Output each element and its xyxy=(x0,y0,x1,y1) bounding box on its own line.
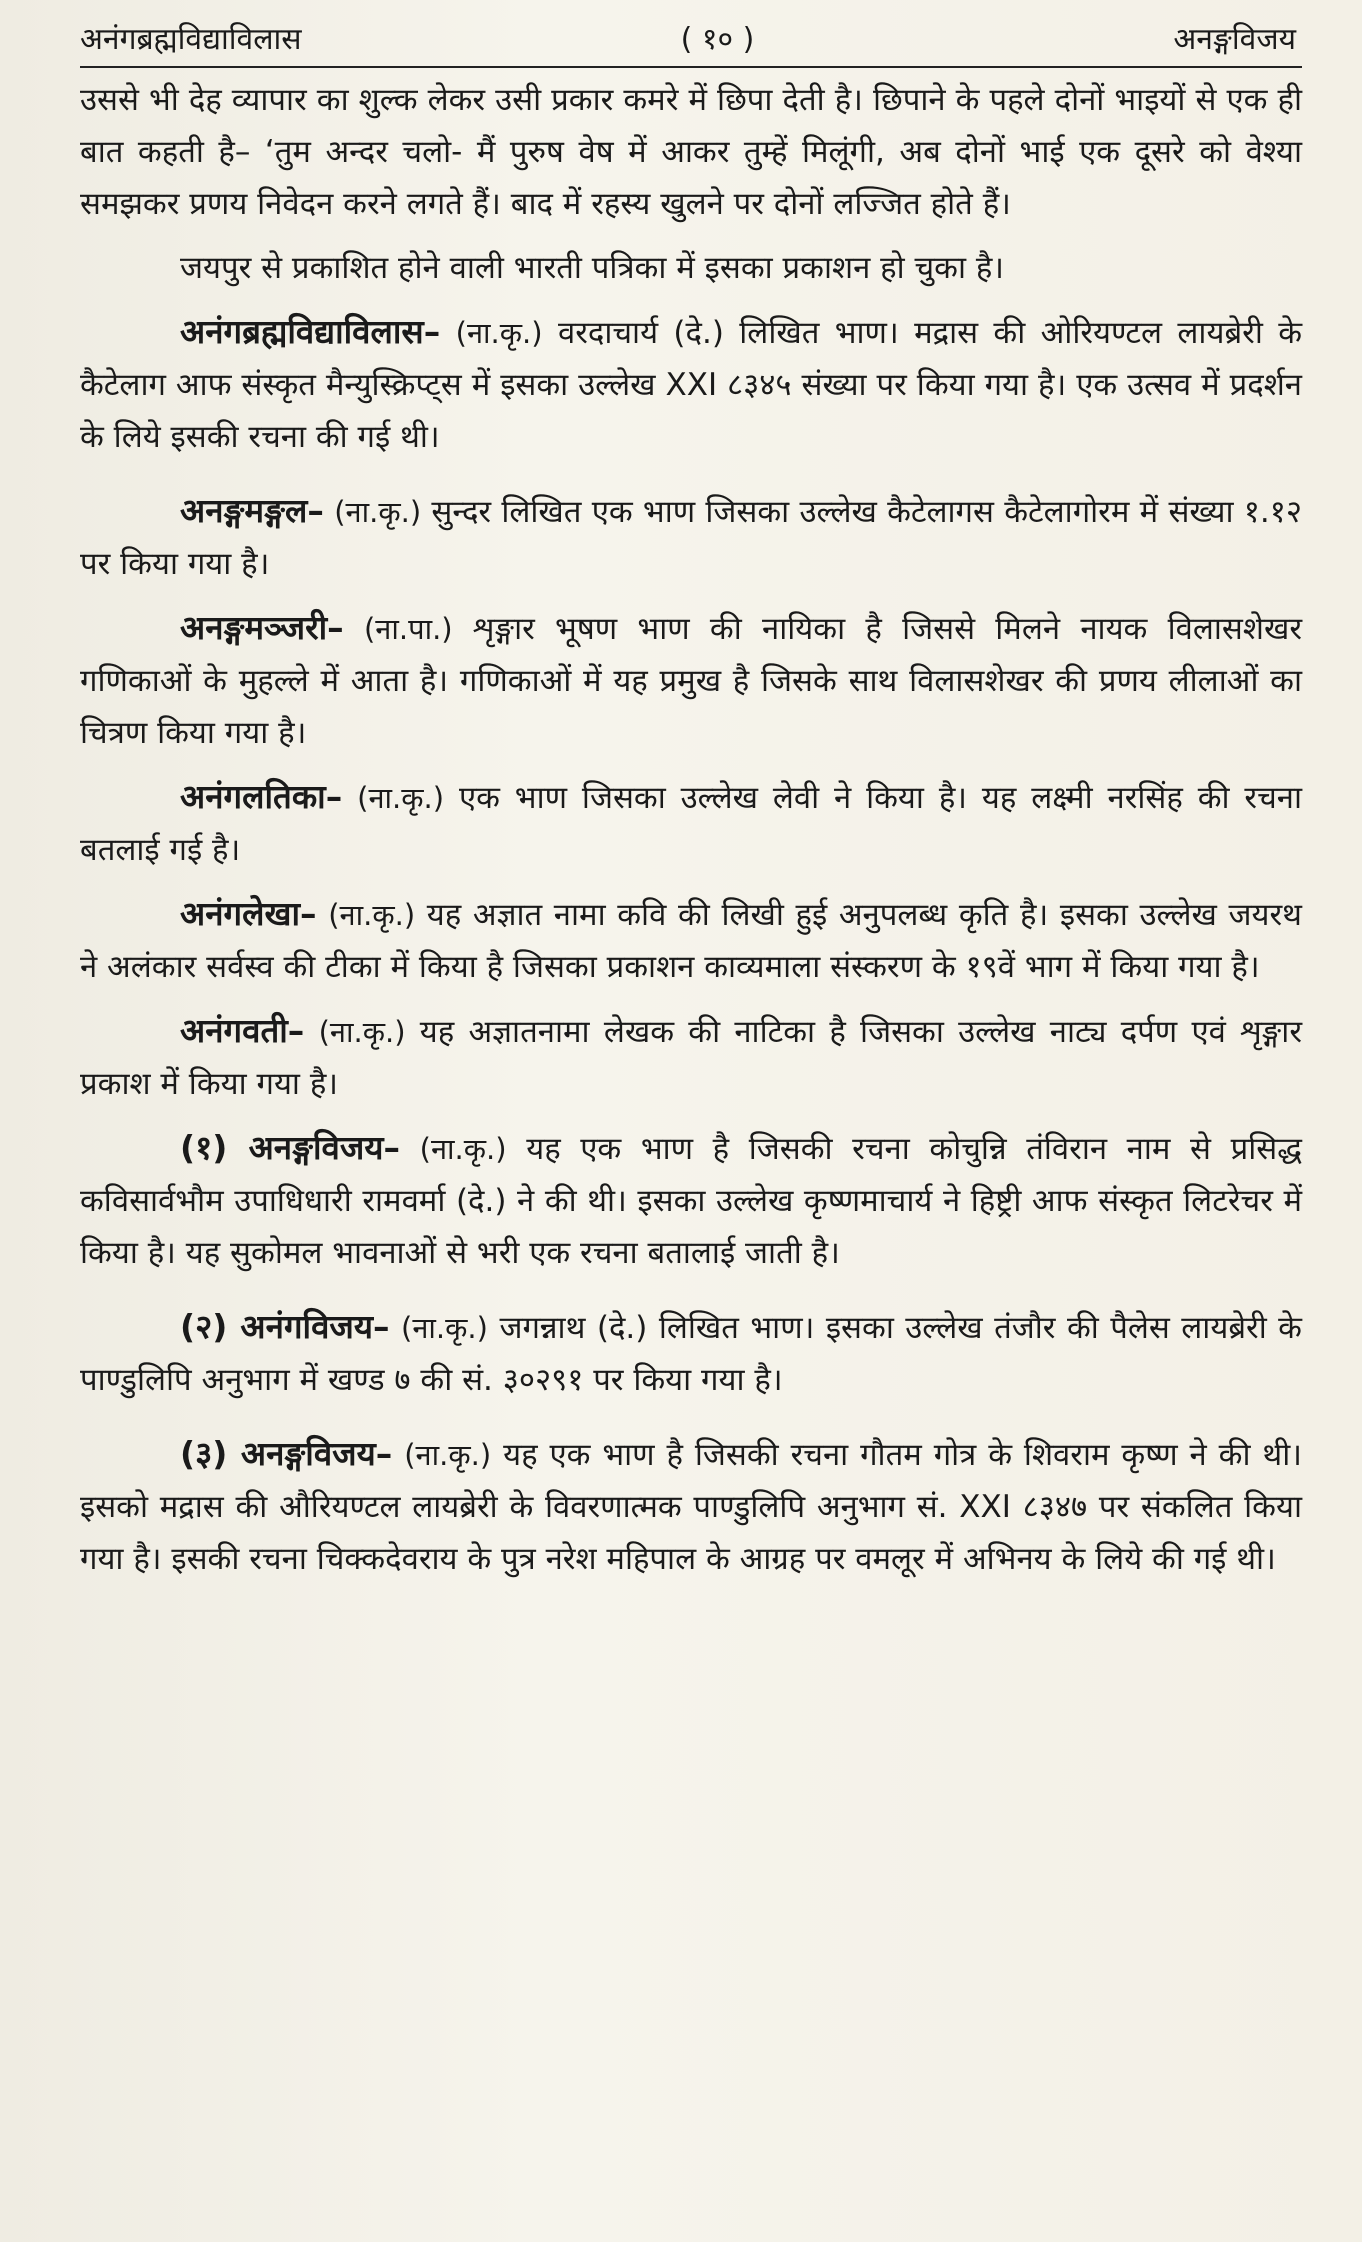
entry-text: वरदाचार्य (दे.) लिखित भाण। मद्रास की ओरियण्टल लायब्रेरी के कैटेलाग आफ संस्कृत मैन्युस्क्रिप्ट्स में इसका उल्लेख XXI ८३४५ संख्या पर किया गया है। एक उत्सव में प्रदर्शन के लिये इसकी रचना की गई थी। xyxy=(80,315,1303,455)
paragraph-text: उससे भी देह व्यापार का शुल्क लेकर उसी प्रकार कमरे में छिपा देती है। छिपाने के पहले दोनों भाइयों से एक ही बात कहती है– ‘तुम अन्दर चलो- मैं पुरुष वेष में आकर तुम्हें मिलूंगी, अब दोनों भाई एक दूसरे को वेश्या समझकर प्रणय निवेदन करने लगते हैं। बाद में रहस्य खुलने पर दोनों लज्जित होते हैं। xyxy=(80,82,1302,222)
entry-anangamangala xyxy=(80,485,1302,590)
entry-anangavijaya-1 xyxy=(80,1122,1302,1279)
entry-anangavijaya-2 xyxy=(80,1301,1302,1406)
entry-anangabrahmavidyavilasa xyxy=(80,306,1302,463)
entry-headword: अनंगवती– xyxy=(180,1011,305,1050)
entry-abbreviation: (ना.कृ.) xyxy=(419,1132,507,1166)
header-right-title: अनङ्गविजय xyxy=(1173,22,1296,57)
running-header xyxy=(80,18,1302,62)
entry-abbreviation: (ना.कृ.) xyxy=(328,898,416,932)
entry-headword: अनंगलतिका– xyxy=(180,777,343,816)
entry-abbreviation: (ना.कृ.) xyxy=(455,316,543,350)
entry-headword: (१) अनङ्गविजय– xyxy=(180,1128,401,1167)
entry-abbreviation: (ना.कृ.) xyxy=(357,781,445,815)
entry-text: यह अज्ञातनामा लेखक की नाटिका है जिसका उल्लेख नाट्य दर्पण एवं शृङ्गार प्रकाश में किया गया है। xyxy=(80,1014,1302,1102)
entry-headword: अनंगब्रह्मविद्याविलास– xyxy=(180,312,441,351)
entry-text: शृङ्गार भूषण भाण की नायिका है जिससे मिलने नायक विलासशेखर गणिकाओं के मुहल्ले में आता है। गणिकाओं में यह प्रमुख है जिसके साथ विलासशेखर की प्रणय लीलाओं का चित्रण किया गया है। xyxy=(80,611,1302,751)
entry-text: एक भाण जिसका उल्लेख लेवी ने किया है। यह लक्ष्मी नरसिंह की रचना बतलाई गई है। xyxy=(80,780,1303,868)
entry-anangamanjari xyxy=(80,602,1302,759)
entry-text: यह एक भाण है जिसकी रचना कोचुन्नि तंविरान नाम से प्रसिद्ध कविसार्वभौम उपाधिधारी रामवर्मा (दे.) ने की थी। इसका उल्लेख कृष्णमाचार्य ने हिष्ट्री आफ संस्कृत लिटरेचर में किया है। यह सुकोमल भावनाओं से भरी एक रचना बतालाई जाती है। xyxy=(80,1131,1303,1271)
entry-headword: (२) अनंगविजय– xyxy=(180,1307,390,1346)
entry-headword: अनङ्गमञ्जरी– xyxy=(180,608,344,647)
entry-headword: अनङ्गमङ्गल– xyxy=(180,491,324,530)
entry-anangavijaya-3 xyxy=(80,1428,1302,1585)
entry-anangalekha xyxy=(80,888,1302,993)
entry-abbreviation: (ना.कृ.) xyxy=(334,495,422,529)
entry-headword: (३) अनङ्गविजय– xyxy=(180,1434,393,1473)
entry-text: सुन्दर लिखित एक भाण जिसका उल्लेख कैटेलागस कैटेलागोरम में संख्या १.१२ पर किया गया है। xyxy=(80,494,1303,582)
entry-anangalatika xyxy=(80,771,1302,876)
entry-abbreviation: (ना.कृ.) xyxy=(318,1015,406,1049)
page-body xyxy=(80,74,1302,1585)
paragraph-continuation xyxy=(80,74,1302,230)
entry-text: यह अज्ञात नामा कवि की लिखी हुई अनुपलब्ध कृति है। इसका उल्लेख जयरथ ने अलंकार सर्वस्व की टीका में किया है जिसका प्रकाशन काव्यमाला संस्करण के १९वें भाग में किया गया है। xyxy=(80,897,1302,985)
header-rule xyxy=(80,66,1302,68)
page-number: ( १० ) xyxy=(680,22,755,57)
entry-abbreviation: (ना.कृ.) xyxy=(401,1311,488,1345)
paragraph-text: जयपुर से प्रकाशित होने वाली भारती पत्रिका में इसका प्रकाशन हो चुका है। xyxy=(180,250,1005,286)
entry-text: यह एक भाण है जिसकी रचना गौतम गोत्र के शिवराम कृष्ण ने की थी। इसको मद्रास की औरियण्टल लायब्रेरी के विवरणात्मक पाण्डुलिपि अनुभाग सं. XXI ८३४७ पर संकलित किया गया है। इसकी रचना चिक्कदेवराय के पुत्र नरेश महिपाल के आग्रह पर वमलूर में अभिनय के लिये की गई थी। xyxy=(80,1437,1303,1577)
entry-abbreviation: (ना.कृ.) xyxy=(404,1438,492,1472)
header-left-title: अनंगब्रह्मविद्याविलास xyxy=(80,22,302,57)
entry-anangavati xyxy=(80,1005,1302,1110)
entry-abbreviation: (ना.पा.) xyxy=(363,612,453,646)
entry-text: जगन्नाथ (दे.) लिखित भाण। इसका उल्लेख तंजौर की पैलेस लायब्रेरी के पाण्डुलिपि अनुभाग में खण्ड ७ की सं. ३०२९१ पर किया गया है। xyxy=(80,1310,1302,1398)
paragraph-publication-note xyxy=(80,242,1302,294)
entry-headword: अनंगलेखा– xyxy=(180,894,317,933)
